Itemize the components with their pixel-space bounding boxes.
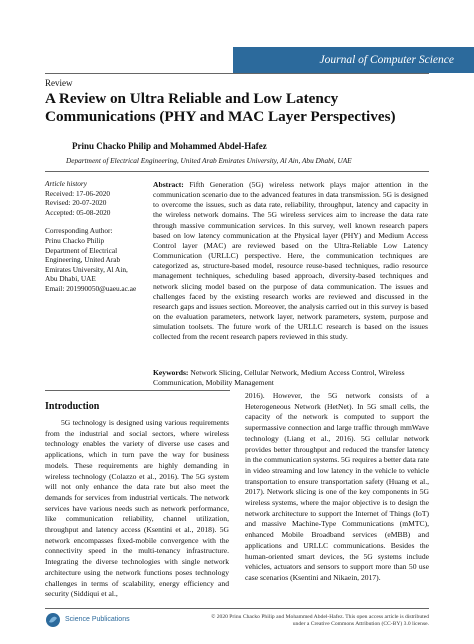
publisher-logo	[45, 612, 130, 628]
authors: Prinu Chacko Philip and Mohammed Abdel-Hafez	[72, 141, 267, 151]
journal-banner	[233, 47, 474, 73]
license-notice: © 2020 Prinu Chacko Philip and Mohammed Abdel-Hafez. This open access article is distributed under a Creative Commons Attribution (CC-BY) 3.0 license.	[211, 614, 429, 627]
keywords	[153, 368, 428, 388]
section-rule-bottom	[45, 390, 230, 391]
corresponding-email[interactable]: Email: 201990050@uaeu.ac.ae	[45, 283, 137, 293]
science-publications-icon	[45, 612, 61, 628]
keywords-text: Network Slicing, Cellular Network, Medium Access Control, Wireless Communication, Mobility Management	[153, 368, 405, 388]
keywords-label: Keywords:	[153, 368, 189, 377]
abstract-text: Fifth Generation (5G) wireless network plays major attention in the communication scenario due to the advanced features in data transmission. 5G is designed to overcome the issues, such as data rate, reliability, throughput, latency and capacity in the wireless network domains. The 5G wireless services aim to increase the data rate through massive communication services. In this survey, well known research papers based on low latency communication at the Physical layer (PHY) and Medium Access Control layer (MAC) are reviewed based on the Ultra-Reliable Low Latency Communication (URLLC) perspective. Here, the communication techniques are categorized as, structure-based model, resource reuse-based techniques, radio resource management techniques, scheduling based approach, diversity-based techniques and network slicing model based on the purpose of data communication. The issues and challenges faced by the existing research works are reviewed and discussed in the research gaps and issues section. Moreover, the analysis carried out in this survey is based on the evaluation parameters, network layer, network parameters, system, purpose and simulation toolsets. The future work of the URLLC research is based on the issues collected from the recent research papers reviewed in this study.	[153, 180, 428, 342]
corresponding-line: Abu Dhabi, UAE	[45, 274, 96, 284]
introduction-heading: Introduction	[45, 401, 100, 412]
history-received: Received: 17-06-2020	[45, 188, 111, 198]
history-heading: Article history	[45, 179, 87, 188]
history-accepted: Accepted: 05-08-2020	[45, 207, 111, 217]
article-type: Review	[45, 78, 73, 88]
intro-paragraph: 5G technology is designed using various requirements from the industrial and social sectors, where wireless technology enables the variety of diverse use cases and applications, which in turn pave the way for business models. These requirements are highly demanding in wireless technology (Colazzo et al., 2016). The 5G system will not only enhance the data rate but also meet the demands for services from industrial verticals. The network services have various needs such as network performance, like communication reliability, channel utilization, throughput and latency access (Ksentini et al., 2018). 5G network encompasses fixed-mobile convergence with the connectivity speed in the multi-tenancy infrastructure. Integrating the diverse technologies with single network architecture using the network functions poses technology challenges in terms of scalability, energy efficiency and security (Siddiqui et al.,	[45, 418, 229, 599]
corresponding-line: Engineering, United Arab	[45, 255, 121, 265]
corresponding-line: Emirates University, Al Ain,	[45, 264, 128, 274]
corresponding-line: Prinu Chacko Philip	[45, 235, 105, 245]
affiliation: Department of Electrical Engineering, United Arab Emirates University, Al Ain, Abu Dhabi, UAE	[66, 156, 352, 165]
corresponding-line: Department of Electrical	[45, 245, 118, 255]
intro-column-left	[45, 418, 229, 600]
history-revised: Revised: 20-07-2020	[45, 198, 107, 208]
intro-column-right	[245, 391, 429, 584]
journal-name: Journal of Computer Science	[319, 54, 454, 66]
section-rule-top	[45, 171, 429, 172]
abstract	[153, 180, 428, 343]
header-rule	[45, 73, 429, 74]
paper-title: A Review on Ultra Reliable and Low Latency Communications (PHY and MAC Layer Perspectives)	[45, 90, 396, 125]
footer-rule	[45, 608, 429, 609]
abstract-label: Abstract:	[153, 180, 184, 189]
article-history	[45, 179, 145, 294]
intro-paragraph-continued: 2016). However, the 5G network consists of a Heterogeneous Network (HetNet). In 5G small cells, the capacity of the network is computed to support the supermassive connection and large traffic through mmWave technology (Liang et al., 2016). 5G cellular network provides better throughput and reduced the transfer latency in the communication systems. 5G requires a better data rate in video streaming and low latency in the vehicle to vehicle transportation to ensure transportation safety (Huang et al., 2017). Network slicing is one of the key components in 5G wireless systems, where the major objective is to design the network architecture to support the Internet of Things (IoT) and massive Machine-Type Communications (mMTC), enhanced Mobile Broadband services (eMBB) and applications and URLLC communications. Besides the human-oriented smart devices, the 5G systems include vehicles, actuators and sensors to support more than 50 use case scenarios (Ksentini and Nikaein, 2017).	[245, 391, 429, 582]
publisher-name: Science Publications	[65, 616, 130, 623]
corresponding-heading: Corresponding Author:	[45, 226, 113, 236]
